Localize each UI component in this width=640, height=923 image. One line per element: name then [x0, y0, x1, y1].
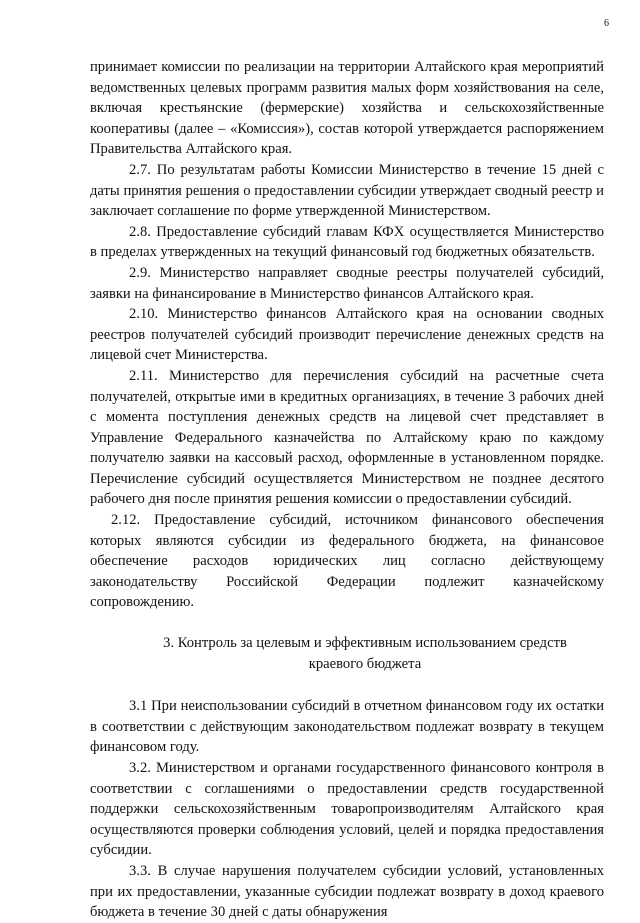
paragraph-2-12: 2.12. Предоставление субсидий, источником финансового обеспечения которых являются субсидии из федерального бюджета, на финансовое обеспечение расходов юридических лиц согласно действующему законодательству Российской Федерации подлежит казначейскому сопровождению. [90, 512, 604, 611]
paragraph-3-1: 3.1 При неиспользовании субсидий в отчетном финансовом году их остатки в соответствии с действующим законодательством подлежат возврату в текущем финансовом году. [90, 698, 604, 756]
section-3-heading [90, 633, 604, 674]
document-body [90, 57, 604, 923]
section-3-heading-line-1: 3. Контроль за целевым и эффективным использованием средств [163, 635, 567, 652]
paragraph-continuation: принимает комиссии по реализации на территории Алтайского края мероприятий ведомственных целевых программ развития малых форм хозяйствования на селе, включая крестьянские (фермерские) хозяйства и сельскохозяйственные кооперативы (далее – «Комиссия»), состав которой утверждается распоряжением Правительства Алтайского края. [90, 59, 604, 158]
paragraph-2-10: 2.10. Министерство финансов Алтайского края на основании сводных реестров получателей субсидий производит перечисление денежных средств на лицевой счет Министерства. [90, 306, 604, 364]
paragraph-3-2: 3.2. Министерством и органами государственного финансового контроля в соответствии с соглашениями о предоставлении средств государственной поддержки сельскохозяйственным товаропроизводителям Алтайского края осуществляются проверки соблюдения условий, целей и порядка предоставления субсидии. [90, 760, 604, 859]
paragraph-2-9: 2.9. Министерство направляет сводные реестры получателей субсидий, заявки на финансирование в Министерство финансов Алтайского края. [90, 264, 604, 302]
paragraph-3-3: 3.3. В случае нарушения получателем субсидии условий, установленных при их предоставлении, указанные субсидии подлежат возврату в доход краевого бюджета в течение 30 дней с даты обнаружения [90, 862, 604, 921]
paragraph-2-8: 2.8. Предоставление субсидий главам КФХ осуществляется Министерство в пределах утвержденных на текущий финансовый год бюджетных обязательств. [90, 223, 604, 261]
paragraph-2-11: 2.11. Министерство для перечисления субсидий на расчетные счета получателей, открытые ими в кредитных организациях, в течение 3 рабочих дней с момента поступления денежных средств на лицевой счет представляет в Управление Федерального казначейства по Алтайскому краю по каждому получателю заявки на кассовый расход, оформленные в установленном порядке. Перечисление субсидий осуществляется Министерством не позднее десятого рабочего дня после принятия решения комиссии о предоставлении субсидий. [90, 367, 604, 508]
section-3-heading-line-2: краевого бюджета [308, 655, 422, 672]
paragraph-2-7: 2.7. По результатам работы Комиссии Министерство в течение 15 дней с даты принятия решения о предоставлении субсидии утверждает сводный реестр и заключает соглашение по форме утвержденной Министерством. [90, 161, 604, 220]
page-number: 6 [604, 18, 609, 29]
